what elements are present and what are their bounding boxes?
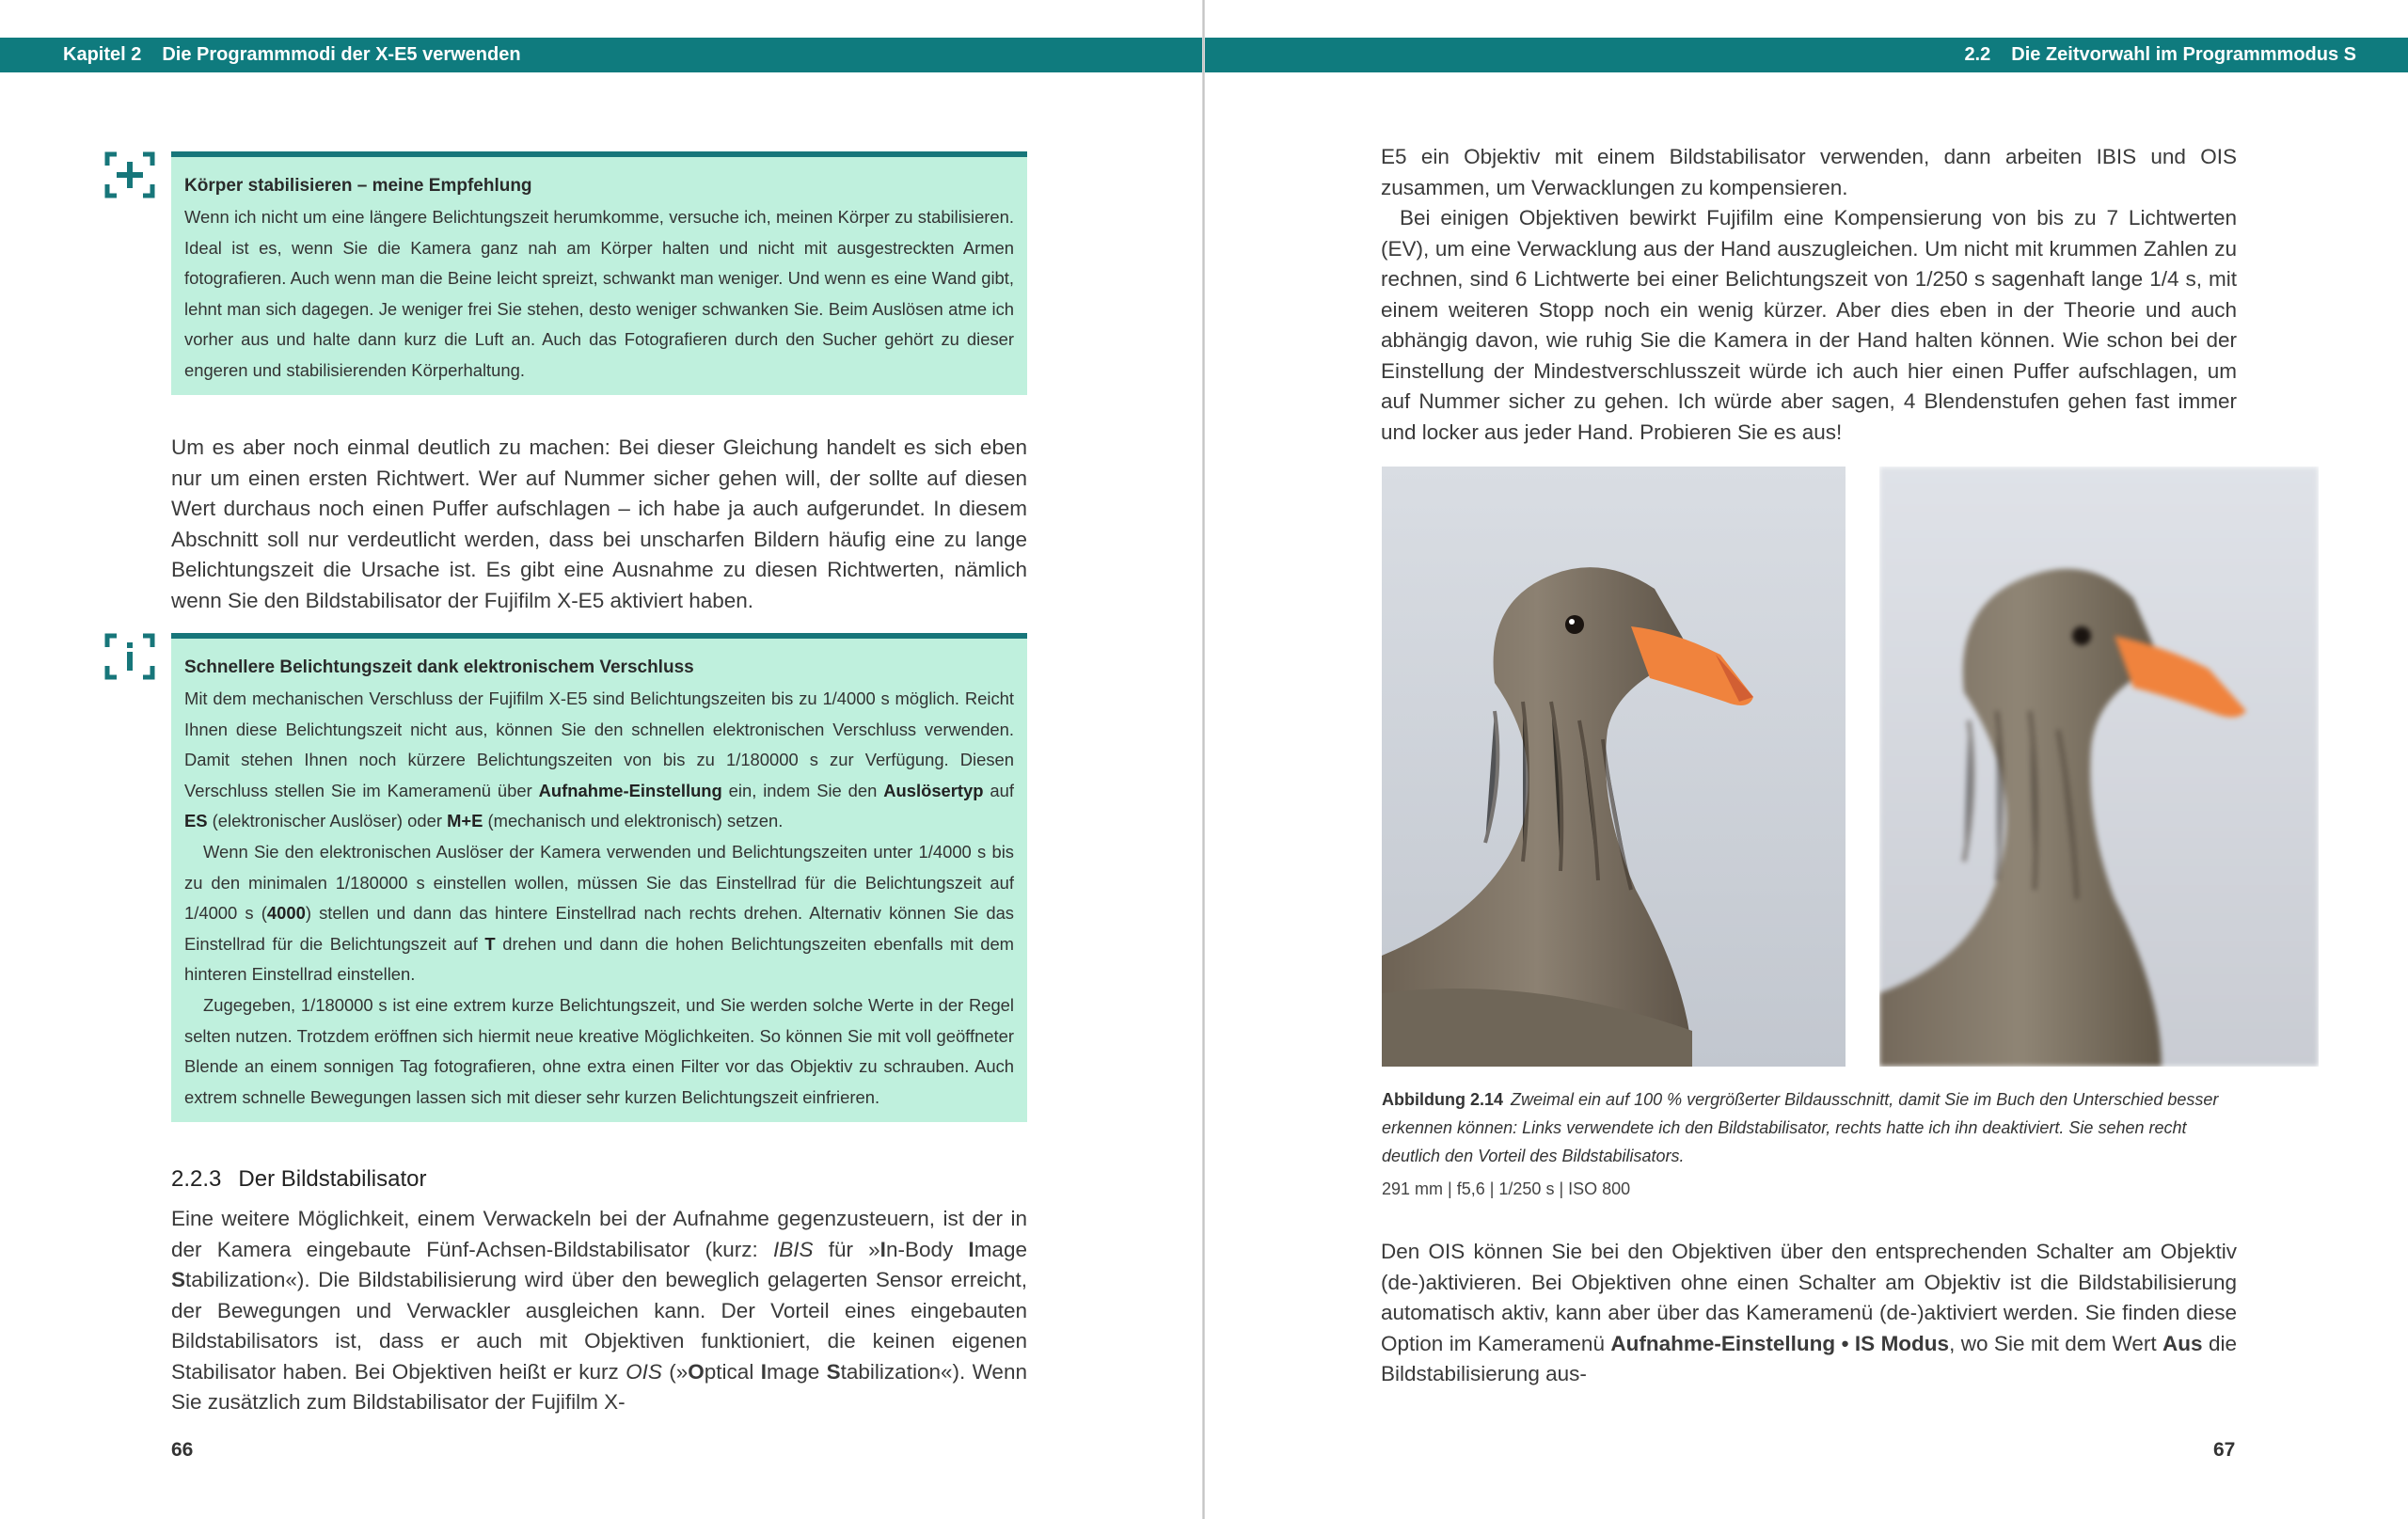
body-paragraph-right-1: E5 ein Objektiv mit einem Bildstabilisator verwenden, dann arbeiten IBIS und OIS zusammen, um Verwacklungen zu kompensieren.: [1381, 145, 2237, 199]
info-box: [171, 633, 1027, 1122]
section-heading: 2.2.3 Der Bildstabilisator: [171, 1166, 427, 1192]
info-box-paragraph-2: Wenn Sie den elektronischen Auslöser der Kamera verwenden und Belichtungszeiten unter 1/4000 s bis zu den minimalen 1/180000 s einstellen wollen, müssen Sie das Einstellrad für die Belichtungszeit auf 1/4000 s (4000) stellen und dann das hintere Einstellrad nach rechts drehen. Alternativ können Sie das Einstellrad für die Belichtungszeit auf T drehen und dann die hohen Belichtungszeiten ebenfalls mit dem hinteren Einstellrad einstellen.: [184, 841, 1014, 985]
goose-photo-unstabilized: [1879, 467, 2319, 1067]
running-header-left: [0, 38, 1202, 72]
info-box-paragraph-3: Zugegeben, 1/180000 s ist eine extrem kurze Belichtungszeit, und Sie werden solche Werte in der Regel selten nutzen. Trotzdem eröffnen sich hiermit neue kreative Möglichkeiten. So können Sie mit voll geöffneter Blende an einem sonnigen Tag fotografieren, ohne extra einen Filter vor das Objektiv zu schrauben. Auch extrem schnelle Bewegungen lassen sich mit dieser sehr kurzen Belichtungszeit einfrieren.: [184, 994, 1014, 1107]
page-gutter: [1202, 0, 1205, 1519]
body-paragraph-right-3: Den OIS können Sie bei den Objektiven über den entsprechenden Schalter am Objektiv (de-)aktivieren. Bei Objektiven ohne einen Schalter am Objektiv ist die Bildstabilisierung automatisch aktiv, kann aber über das Kameramenü (de-)aktiviert werden. Sie finden diese Option im Kameramenü Aufnahme-Einstellung • IS Modus, wo Sie mit dem Wert Aus die Bildstabilisierung aus-: [1381, 1240, 2238, 1385]
chapter-title: Die Programmmodi der X-E5 verwenden: [162, 44, 521, 65]
page-number-left: 66: [171, 1439, 194, 1461]
chapter-number: Kapitel 2: [63, 44, 142, 65]
info-box-paragraph-1: Mit dem mechanischen Verschluss der Fujifilm X-E5 sind Belichtungszeiten bis zu 1/4000 s möglich. Reicht Ihnen diese Belichtungszeit nicht aus, können Sie den schnellen elektronischen Verschluss verwenden. Damit stehen Ihnen noch kürzere Belichtungszeiten von bis zu 1/180000 s zur Verfügung. Diesen Verschluss stellen Sie im Kameramenü über Aufnahme-Einstellung ein, indem Sie den Auslösertyp auf ES (elektronischer Auslöser) oder M+E (mechanisch und elektronisch) setzen.: [184, 688, 1014, 831]
page-number-right: 67: [2213, 1439, 2236, 1461]
tip-box: [171, 151, 1027, 395]
body-paragraph-1: Um es aber noch einmal deutlich zu machen: Bei dieser Gleichung handelt es sich eben nur um einen ersten Richtwert. Wer auf Nummer sicher gehen will, der sollte auf diesen Wert durchaus noch einen Puffer aufschlagen – ich habe ja auch aufgerundet. In diesem Abschnitt soll nur verdeutlicht werden, dass bei unscharfen Bildern häufig eine zu lange Belichtungszeit die Ursache ist. Es gibt eine Ausnahme zu diesen Richtwerten, nämlich wenn Sie den Bildstabilisator der Fujifilm X-E5 aktiviert haben.: [171, 435, 1027, 612]
body-paragraph-2: Eine weitere Möglichkeit, einem Verwackeln bei der Aufnahme gegenzusteuern, ist der in der Kamera eingebaute Fünf-Achsen-Bildstabilisator (kurz: IBIS für »In-Body Image Stabilization«). Die Bildstabilisierung wird über den beweglich gelagerten Sensor erreicht, der Bewegungen und Verwackler ausgleichen kann. Der Vorteil eines eingebauten Bildstabilisators ist, dass er auch mit Objektiven funktioniert, die keinen eigenen Stabilisator haben. Bei Objektiven heißt er kurz OIS (»Optical Image Stabilization«). Wenn Sie zusätzlich zum Bildstabilisator der Fujifilm X-: [171, 1207, 1027, 1414]
body-paragraph-right-2: Bei einigen Objektiven bewirkt Fujifilm eine Kompensierung von bis zu 7 Lichtwerten (EV), um eine Verwacklung aus der Hand auszugleichen. Um nicht mit krummen Zahlen zu rechnen, sind 6 Lichtwerte bei einer Belichtungszeit von 1/250 s sagenhaft lange 1/4 s, mit einem weiteren Stopp noch ein wenig kürzer. Aber dies eben in der Theorie und auch abhängig davon, wie ruhig Sie die Kamera in der Hand halten können. Wie schon bei der Einstellung der Mindestverschlusszeit würde ich auch hier einen Puffer aufschlagen, um auf Nummer sicher zu gehen. Ich würde aber sagen, 4 Blendenstufen gehen fast immer und locker aus jeder Hand. Probieren Sie es aus!: [1381, 206, 2237, 444]
section-number: 2.2: [1964, 44, 1991, 65]
info-bracket-icon: [103, 632, 156, 681]
figure-caption: Abbildung 2.14 Zweimal ein auf 100 % vergrößerter Bildausschnitt, damit Sie im Buch den Unterschied besser erkennen können: Links verwendete ich den Bildstabilisator, rechts hatte ich ihn deaktiviert. Sie sehen recht deutlich den Vorteil des Bildstabilisators.: [1382, 1090, 2219, 1165]
tip-box-title: Körper stabilisieren – meine Empfehlung: [184, 176, 532, 196]
running-header-right: [1205, 38, 2408, 72]
info-box-title: Schnellere Belichtungszeit dank elektronischem Verschluss: [184, 657, 694, 677]
plus-bracket-icon: [103, 150, 156, 199]
photo-exif: 291 mm | f5,6 | 1/250 s | ISO 800: [1382, 1179, 1631, 1198]
goose-photo-stabilized: [1382, 467, 1846, 1067]
section-title: Die Zeitvorwahl im Programmmodus S: [2011, 44, 2356, 65]
tip-box-text: Wenn ich nicht um eine längere Belichtungszeit herumkomme, versuche ich, meinen Körper zu stabilisieren. Ideal ist es, wenn Sie die Kamera ganz nah am Körper halten und nicht mit ausgestreckten Armen fotografieren. Auch wenn man die Beine leicht spreizt, schwankt man weniger. Und wenn es eine Wand gibt, lehnt man sich dagegen. Je weniger frei Sie stehen, desto weniger schwanken Sie. Beim Auslösen atme ich vorher aus und halte dann kurz die Luft an. Auch das Fotografieren durch den Sucher gehört zu dieser engeren und stabilisierenden Körperhaltung.: [184, 207, 1014, 380]
